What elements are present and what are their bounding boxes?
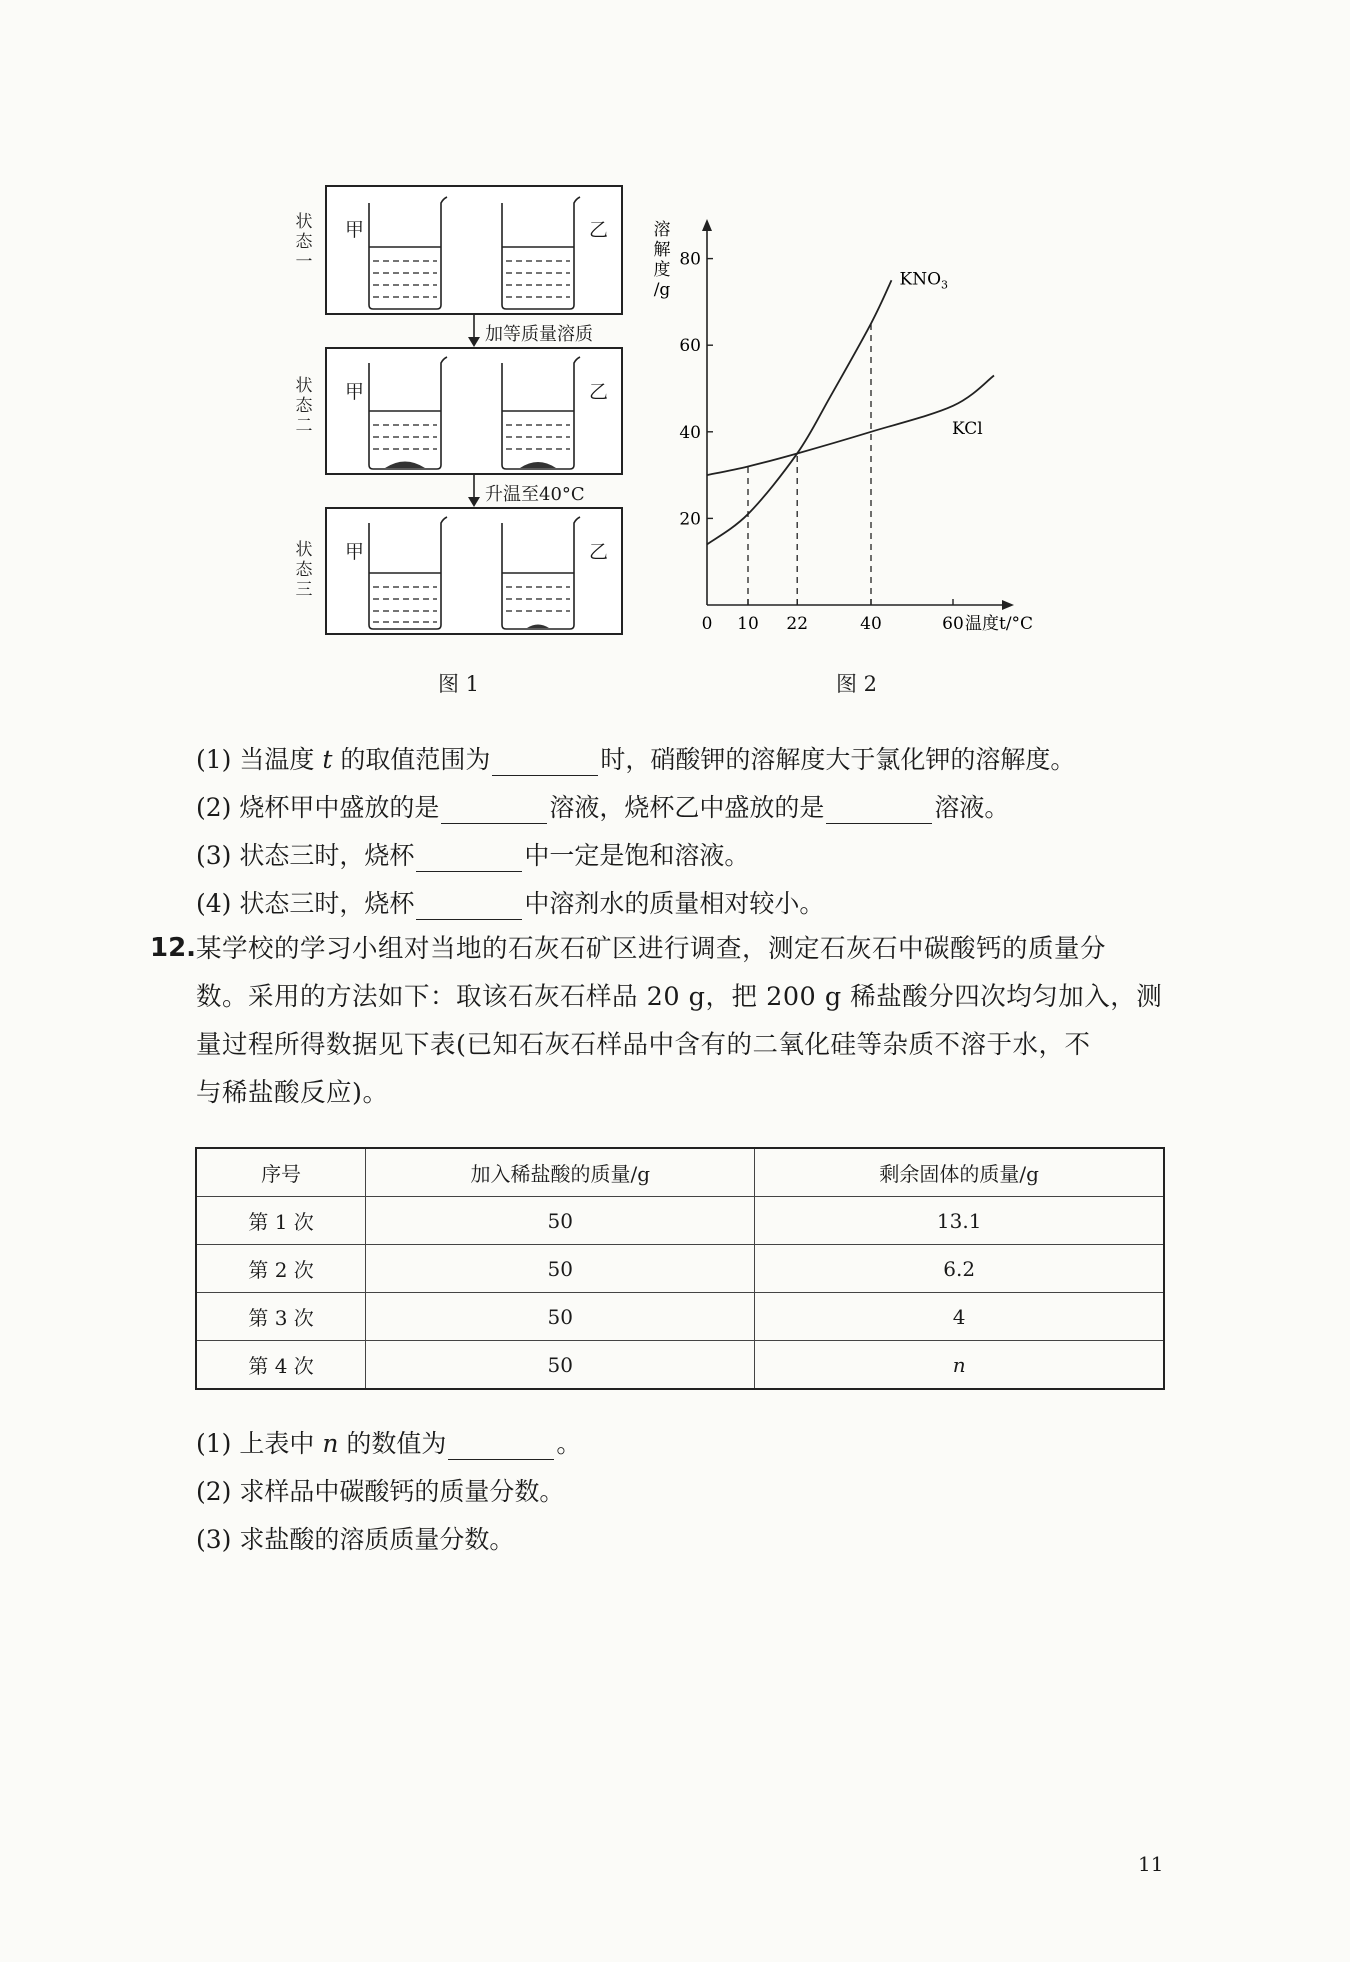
- figure-1-caption: 图 1: [438, 672, 480, 696]
- beaker-yi-label: 乙: [589, 381, 609, 403]
- answer-blank[interactable]: [416, 893, 522, 920]
- item-text: 上表中: [239, 1429, 315, 1458]
- item-number: (1): [196, 1429, 232, 1458]
- item-text: 当温度: [239, 745, 315, 774]
- answer-blank[interactable]: [492, 749, 598, 776]
- table-cell: 第 1 次: [196, 1197, 366, 1245]
- page-number: 11: [1138, 1852, 1164, 1876]
- item-text: 的数值为: [346, 1429, 447, 1458]
- q11-item-2: [196, 792, 1009, 824]
- beaker-yi: [502, 197, 580, 309]
- state-2-label: 状态二: [295, 376, 313, 436]
- series-line-kno3: [707, 280, 892, 544]
- answer-blank[interactable]: [826, 797, 932, 824]
- item-number: (3): [196, 1525, 232, 1554]
- solubility-chart: [640, 215, 1080, 645]
- table-cell: 第 3 次: [196, 1293, 366, 1341]
- state-2-box: [325, 347, 623, 475]
- arrow-1-label: 加等质量溶质: [485, 324, 593, 345]
- item-text: 溶液。: [934, 793, 1010, 822]
- series-label: $KNO_3$: [899, 269, 949, 292]
- table-cell: 第 4 次: [196, 1341, 366, 1390]
- arrow-down-icon: [467, 475, 481, 507]
- beaker-yi-label: 乙: [589, 541, 609, 563]
- variable-n: n: [952, 1352, 966, 1377]
- item-text: 烧杯甲中盛放的是: [239, 793, 440, 822]
- q11-item-1: [196, 744, 1075, 776]
- q12-text-line: 某学校的学习小组对当地的石灰石矿区进行调查，测定石灰石中碳酸钙的质量分: [196, 934, 1107, 964]
- state-3-beakers: [327, 509, 621, 633]
- x-axis-arrow-icon: [1002, 600, 1014, 610]
- y-axis-label: 溶解度/g: [653, 220, 671, 300]
- item-text: 求样品中碳酸钙的质量分数。: [239, 1477, 565, 1506]
- beaker-jia-label: 甲: [345, 541, 365, 563]
- x-axis-label: 温度t/°C: [965, 614, 1034, 634]
- x-tick-label: 40: [860, 614, 882, 634]
- y-tick-label: 20: [679, 509, 701, 530]
- beaker-jia-label: 甲: [345, 381, 365, 403]
- x-tick-label: 60: [942, 614, 964, 634]
- state-1-box: [325, 185, 623, 315]
- y-tick-label: 40: [679, 422, 701, 443]
- item-text: 时，硝酸钾的溶解度大于氯化钾的溶解度。: [600, 745, 1076, 774]
- item-number: (2): [196, 793, 232, 822]
- table-header-row: [196, 1148, 1164, 1197]
- table-cell: 50: [366, 1341, 755, 1390]
- item-number: (4): [196, 889, 232, 918]
- table-cell: 50: [366, 1245, 755, 1293]
- item-text: 的取值范围为: [340, 745, 491, 774]
- beaker-yi-label: 乙: [589, 219, 609, 241]
- beaker-jia: [369, 357, 447, 469]
- q12-text-line: 与稀盐酸反应)。: [196, 1078, 389, 1108]
- answer-blank[interactable]: [416, 845, 522, 872]
- q12-item-1: [196, 1428, 581, 1460]
- x-tick-label: 0: [701, 614, 713, 634]
- data-table: [195, 1147, 1165, 1390]
- table-cell: 13.1: [755, 1197, 1164, 1245]
- state-3-label: 状态三: [295, 540, 313, 600]
- item-number: (3): [196, 841, 232, 870]
- table-row: [196, 1341, 1164, 1390]
- variable-n: n: [322, 1429, 339, 1458]
- table-cell: [755, 1341, 1164, 1390]
- item-text: 求盐酸的溶质质量分数。: [239, 1525, 515, 1554]
- table-header: 剩余固体的质量/g: [755, 1148, 1164, 1197]
- series-label: KCl: [952, 418, 983, 439]
- beaker-yi: [502, 357, 580, 469]
- table-row: [196, 1197, 1164, 1245]
- state-2-beakers: [327, 349, 621, 473]
- q12-text-line: 数。采用的方法如下：取该石灰石样品 20 g，把 200 g 稀盐酸分四次均匀加入，测: [196, 982, 1163, 1012]
- item-text: 中溶剂水的质量相对较小。: [524, 889, 825, 918]
- table-cell: 4: [755, 1293, 1164, 1341]
- q12-text-line: 量过程所得数据见下表(已知石灰石样品中含有的二氧化硅等杂质不溶于水，不: [196, 1030, 1091, 1060]
- item-number: (1): [196, 745, 232, 774]
- q12-item-2: [196, 1476, 564, 1508]
- item-text: 中一定是饱和溶液。: [524, 841, 750, 870]
- table-cell: 50: [366, 1197, 755, 1245]
- beaker-jia: [369, 517, 447, 629]
- beaker-yi: [502, 517, 580, 629]
- beaker-jia-label: 甲: [345, 219, 365, 241]
- state-3-box: [325, 507, 623, 635]
- x-tick-label: 10: [737, 614, 759, 634]
- x-tick-label: 22: [786, 614, 809, 634]
- item-text: 溶液，烧杯乙中盛放的是: [549, 793, 825, 822]
- q11-item-3: [196, 840, 749, 872]
- state-1-beakers: [327, 187, 621, 313]
- arrow-2-label: 升温至40°C: [485, 484, 585, 505]
- figure-2-caption: 图 2: [836, 672, 878, 696]
- table-header: 加入稀盐酸的质量/g: [366, 1148, 755, 1197]
- y-tick-label: 60: [679, 336, 701, 357]
- y-tick-label: 80: [679, 249, 701, 270]
- question-12-number: 12.: [150, 933, 197, 963]
- beaker-jia: [369, 197, 447, 309]
- item-text: 。: [556, 1429, 582, 1458]
- state-1-label: 状态一: [295, 212, 313, 272]
- series-line-kcl: [707, 376, 994, 476]
- item-text: 状态三时，烧杯: [239, 841, 415, 870]
- table-cell: 6.2: [755, 1245, 1164, 1293]
- table-header: 序号: [196, 1148, 366, 1197]
- answer-blank[interactable]: [448, 1433, 554, 1460]
- y-axis-arrow-icon: [702, 219, 712, 231]
- item-number: (2): [196, 1477, 232, 1506]
- table-row: [196, 1245, 1164, 1293]
- answer-blank[interactable]: [441, 797, 547, 824]
- arrow-down-icon: [467, 315, 481, 347]
- table-cell: 第 2 次: [196, 1245, 366, 1293]
- table-row: [196, 1293, 1164, 1341]
- q11-item-4: [196, 888, 824, 920]
- variable-t: t: [322, 745, 333, 774]
- table-cell: 50: [366, 1293, 755, 1341]
- item-text: 状态三时，烧杯: [239, 889, 415, 918]
- q12-item-3: [196, 1524, 514, 1556]
